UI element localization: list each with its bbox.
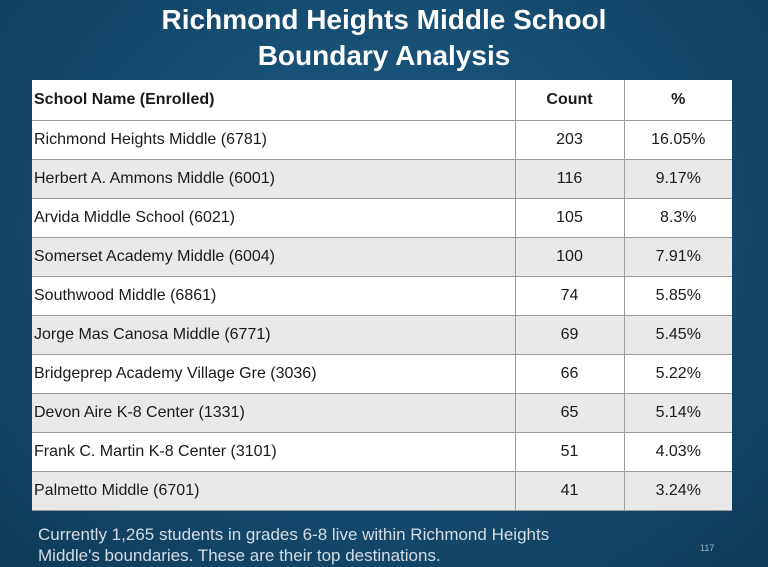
school-name-cell: Southwood Middle (6861): [32, 276, 515, 315]
school-name-cell: Somerset Academy Middle (6004): [32, 237, 515, 276]
count-cell: 116: [515, 159, 624, 198]
count-cell: 74: [515, 276, 624, 315]
table-row: [32, 393, 732, 432]
table-row: [32, 159, 732, 198]
percent-cell: 16.05%: [624, 120, 732, 159]
school-name-cell: Arvida Middle School (6021): [32, 198, 515, 237]
table-row: [32, 276, 732, 315]
school-name-cell: Palmetto Middle (6701): [32, 471, 515, 510]
count-cell: 51: [515, 432, 624, 471]
table-row: [32, 354, 732, 393]
school-name-cell: Richmond Heights Middle (6781): [32, 120, 515, 159]
table-row: [32, 471, 732, 510]
header-count: Count: [515, 80, 624, 120]
header-school-name: School Name (Enrolled): [32, 80, 515, 120]
header-percent: %: [624, 80, 732, 120]
percent-cell: 4.03%: [624, 432, 732, 471]
page-number: 117: [700, 543, 715, 553]
table-row: [32, 432, 732, 471]
percent-cell: 5.22%: [624, 354, 732, 393]
table-row: [32, 198, 732, 237]
percent-cell: 3.24%: [624, 471, 732, 510]
percent-cell: 7.91%: [624, 237, 732, 276]
count-cell: 105: [515, 198, 624, 237]
table-header-row: [32, 80, 732, 120]
count-cell: 66: [515, 354, 624, 393]
slide-title-line-2: Boundary Analysis: [257, 40, 511, 71]
slide-title: [0, 2, 768, 74]
table-row: [32, 237, 732, 276]
school-name-cell: Frank C. Martin K-8 Center (3101): [32, 432, 515, 471]
slide-title-line-1: Richmond Heights Middle School: [161, 4, 607, 35]
footer-line-2: Middle's boundaries. These are their top destinations.: [38, 546, 441, 565]
percent-cell: 9.17%: [624, 159, 732, 198]
count-cell: 69: [515, 315, 624, 354]
footer-line-1: Currently 1,265 students in grades 6-8 live within Richmond Heights: [38, 525, 550, 544]
table-row: [32, 315, 732, 354]
count-cell: 100: [515, 237, 624, 276]
percent-cell: 8.3%: [624, 198, 732, 237]
count-cell: 65: [515, 393, 624, 432]
school-name-cell: Jorge Mas Canosa Middle (6771): [32, 315, 515, 354]
school-name-cell: Bridgeprep Academy Village Gre (3036): [32, 354, 515, 393]
table-row: [32, 120, 732, 159]
boundary-analysis-table: [32, 80, 732, 511]
percent-cell: 5.14%: [624, 393, 732, 432]
count-cell: 41: [515, 471, 624, 510]
percent-cell: 5.45%: [624, 315, 732, 354]
school-name-cell: Herbert A. Ammons Middle (6001): [32, 159, 515, 198]
slide-footer-note: [38, 524, 678, 566]
count-cell: 203: [515, 120, 624, 159]
school-name-cell: Devon Aire K-8 Center (1331): [32, 393, 515, 432]
percent-cell: 5.85%: [624, 276, 732, 315]
